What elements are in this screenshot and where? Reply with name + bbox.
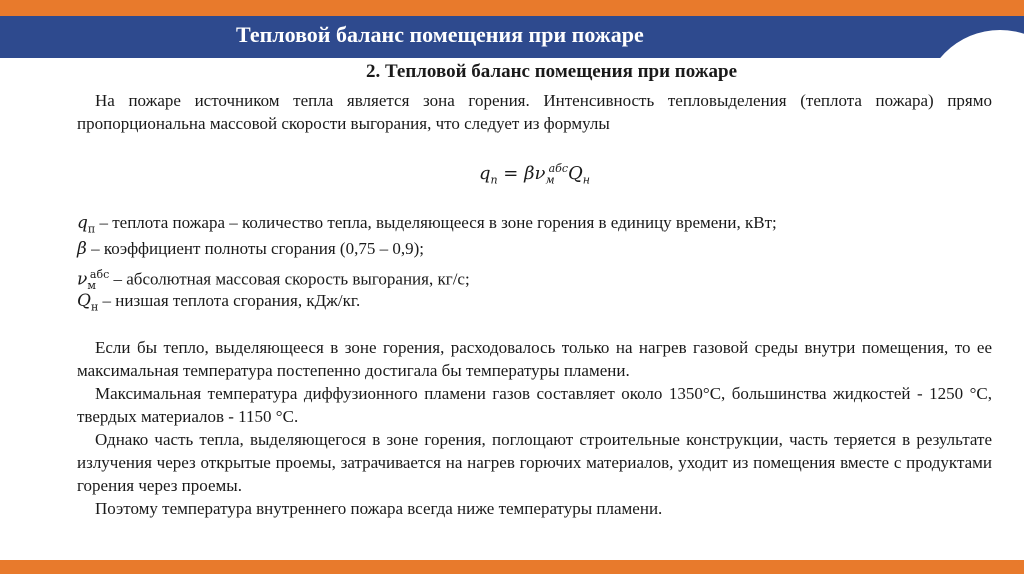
definition-text: – теплота пожара – количество тепла, выделяющееся в зоне горения в единицу времени, кВт; [95, 212, 777, 232]
heat-formula [77, 157, 992, 192]
section-title: 2. Тепловой баланс помещения при пожаре [365, 61, 738, 82]
slide-content [77, 60, 992, 520]
formula-equals: = [497, 163, 525, 184]
formula-nu: ν [534, 163, 546, 184]
definition-item [77, 210, 992, 236]
formula-beta: β [524, 163, 535, 184]
definition-text: – низшая теплота сгорания, кДж/кг. [98, 290, 361, 310]
formula-q-sub: п [490, 173, 498, 187]
formula-q: q [478, 163, 491, 184]
intro-paragraph: На пожаре источником тепла является зона горения. Интенсивность тепловыделения (теплота пожара) прямо пропорциональна массовой скорости выгорания, что следует из формулы [77, 91, 992, 133]
slide-header-title: Тепловой баланс помещения при пожаре [236, 22, 644, 47]
definition-subscript: п [87, 221, 96, 235]
definition-symbol: β [77, 238, 87, 259]
definition-symbol: Q [77, 290, 91, 311]
definition-subscript: н [90, 299, 99, 313]
body-paragraph: Поэтому температура внутреннего пожара всегда ниже температуры пламени. [95, 498, 663, 518]
definitions-list [77, 210, 992, 314]
body-paragraph: Максимальная температура диффузионного пламени газов составляет около 1350°С, большинства жидкостей - 1250 °С, твердых материалов - 1150 °С. [77, 383, 992, 426]
definition-text: – коэффициент полноты сгорания (0,75 – 0,9); [86, 238, 424, 258]
formula-Q: Q [568, 163, 583, 184]
definition-symbol: ν [77, 269, 88, 290]
bottom-accent-stripe [0, 560, 1024, 574]
top-accent-stripe [0, 0, 1024, 16]
formula-nu-sub: м [545, 173, 555, 187]
formula-nu-sup: абс [548, 162, 569, 175]
definition-subscript: м [87, 278, 96, 292]
definition-superscript: абс [89, 267, 110, 281]
definition-text: – абсолютная массовая скорость выгорания, кг/с; [109, 269, 470, 289]
formula-Q-sub: н [582, 173, 591, 187]
body-paragraph: Однако часть тепла, выделяющегося в зоне горения, поглощают строительные конструкции, часть теряется в результате излучения через открытые проемы, затрачивается на нагрев горючих материалов, уходит из помещения вместе с продуктами горения через проемы. [77, 429, 992, 495]
definition-item [77, 288, 992, 314]
definition-item [77, 236, 992, 262]
body-paragraph: Если бы тепло, выделяющееся в зоне горения, расходовалось только на нагрев газовой среды внутри помещения, то ее максимальная температура постепенно достигала бы температуры пламени. [77, 337, 992, 380]
definition-item [77, 262, 992, 292]
definition-symbol: q [77, 212, 88, 233]
